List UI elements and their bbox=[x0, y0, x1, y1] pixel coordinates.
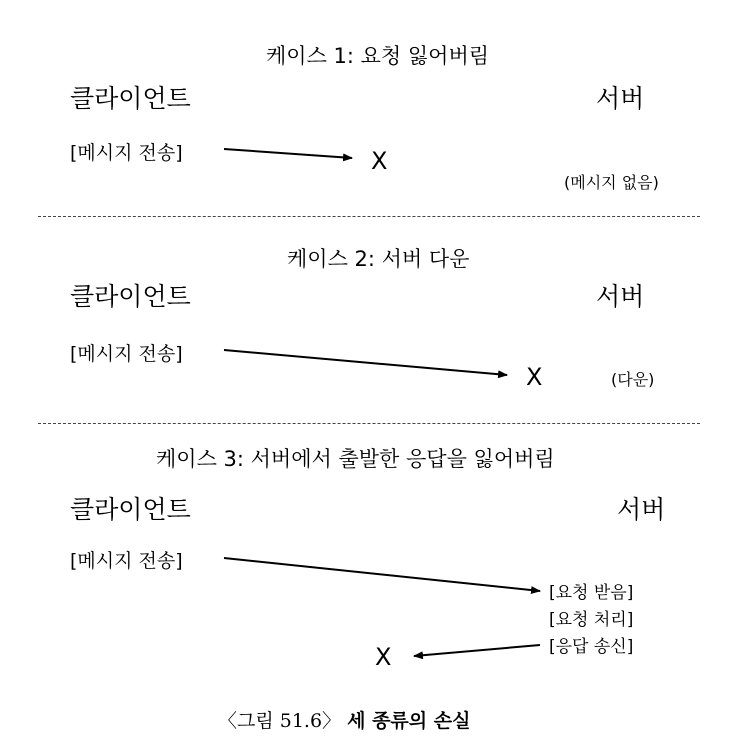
case-2-client-label: 클라이언트 bbox=[70, 282, 191, 311]
case-1-client-label: 클라이언트 bbox=[70, 84, 191, 113]
case-2-server-note: (다운) bbox=[611, 370, 655, 389]
figure-caption-number: 〈그림 51.6〉 bbox=[218, 710, 342, 732]
case-1-request-arrow bbox=[224, 149, 352, 158]
figure-caption bbox=[218, 706, 470, 733]
case-1-server-label: 서버 bbox=[596, 84, 645, 113]
case-3-request-arrow bbox=[224, 558, 540, 591]
case-3-server-step-received: [요청 받음] bbox=[549, 583, 634, 603]
case-3-server-step-processed: [요청 처리] bbox=[549, 610, 634, 630]
case-1-server-note: (메시지 없음) bbox=[564, 173, 659, 192]
figure-caption-text: 세 종류의 손실 bbox=[347, 710, 471, 732]
case-3-client-label: 클라이언트 bbox=[70, 495, 191, 524]
case-2-title: 케이스 2: 서버 다운 bbox=[287, 247, 470, 271]
case-2-message-label: [메시지 전송] bbox=[70, 343, 183, 365]
case-1-message-label: [메시지 전송] bbox=[70, 142, 183, 164]
case-3-lost-x-mark: X bbox=[375, 643, 392, 671]
case-1-title: 케이스 1: 요청 잃어버림 bbox=[266, 44, 490, 68]
case-3-server-step-sent: [응답 송신] bbox=[549, 637, 634, 657]
case-2-server-label: 서버 bbox=[596, 282, 645, 311]
case-1-lost-x-mark: X bbox=[371, 147, 388, 175]
case-3-message-label: [메시지 전송] bbox=[70, 550, 183, 572]
case-3-title: 케이스 3: 서버에서 출발한 응답을 잃어버림 bbox=[156, 447, 555, 471]
case-3-response-arrow bbox=[414, 645, 540, 656]
case-3-server-label: 서버 bbox=[617, 495, 666, 524]
case-2-request-arrow bbox=[224, 350, 507, 375]
case-2-lost-x-mark: X bbox=[526, 363, 543, 391]
